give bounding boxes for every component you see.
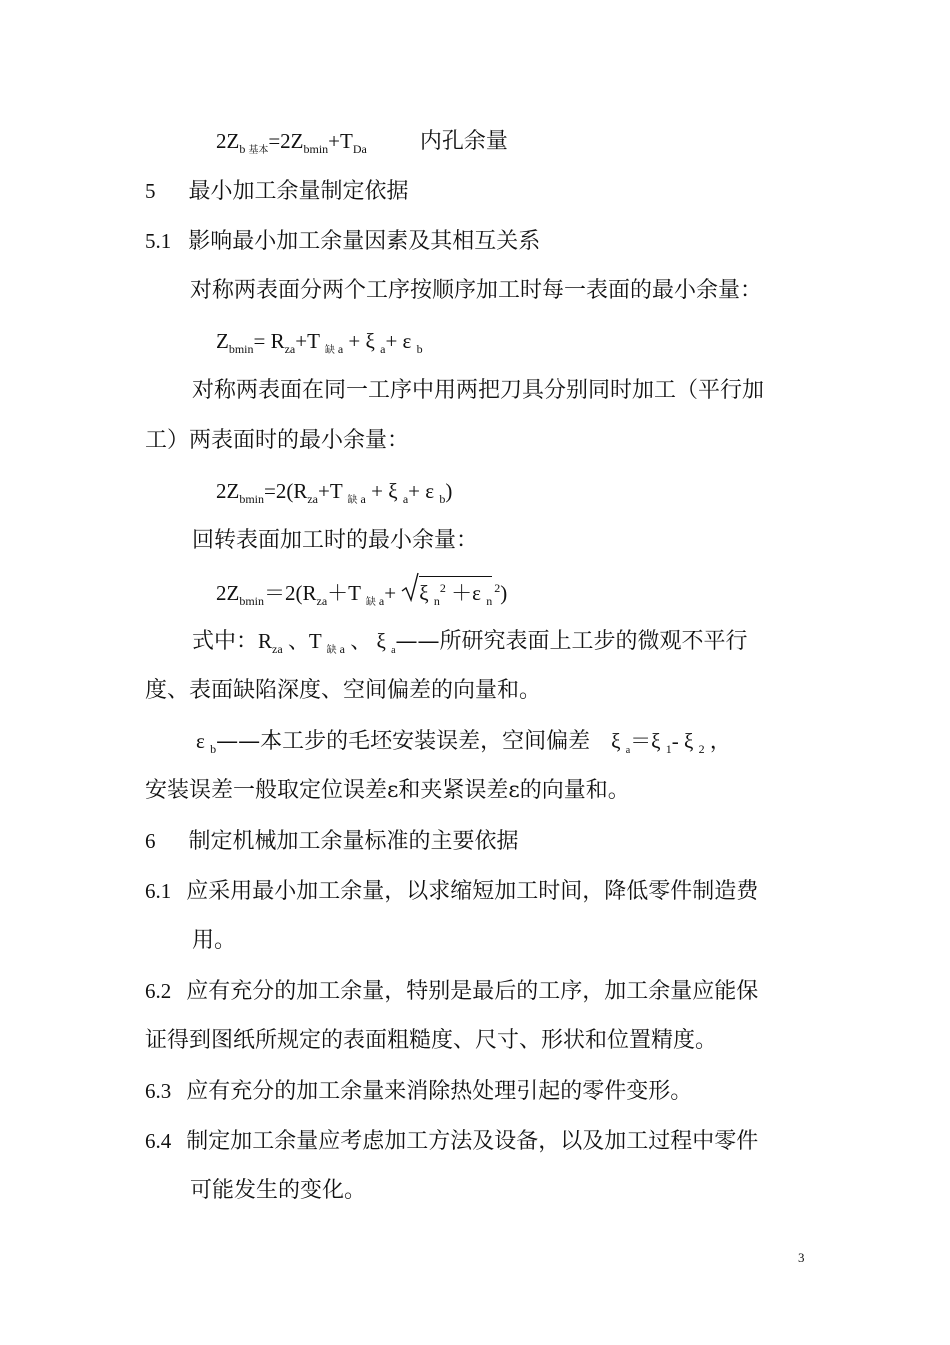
list-item-6-2 [145, 976, 758, 1007]
item-number: 6.3 [145, 1079, 172, 1103]
item-text: 应有充分的加工余量，特别是最后的工序，加工余量应能保 [186, 979, 759, 1004]
page-number: 3 [798, 1250, 805, 1265]
list-item-continuation: 用。 [192, 928, 237, 953]
section-number: 5.1 [145, 229, 172, 253]
list-item-6-1 [145, 876, 758, 907]
section-title: 制定机械加工余量标准的主要依据 [188, 829, 519, 854]
formula-zbmin: $Z_{bmin}= R_{za}+T$ $_{缺 a}$ + ξ $_a$+ ε $_b$ [216, 329, 423, 357]
section-5-heading [145, 176, 409, 207]
item-number: 6.2 [145, 979, 172, 1003]
list-item-6-3 [145, 1076, 692, 1107]
inner-hole-allowance-label: 内孔余量 [419, 129, 508, 154]
section-6-heading [145, 826, 519, 857]
list-item-continuation: 证得到图纸所规定的表面粗糙度、尺寸、形状和位置精度。 [145, 1028, 718, 1053]
paragraph-line: 回转表面加工时的最小余量： [192, 528, 479, 553]
formula-2zbmin-parallel: $2Z_{bmin}=2(R_{za}+T$ $_{缺 a}$ + ξ $_a$+ ε $_b$) [216, 479, 453, 507]
paragraph-line: 度、表面缺陷深度、空间偏差的向量和。 [145, 678, 542, 703]
paragraph-line: ε $_b$——本工步的毛坯安装误差，空间偏差 ξ $_a$＝ξ $_1$- ξ $_2$ ， [196, 729, 731, 757]
paragraph-line: 工）两表面时的最小余量： [145, 428, 410, 453]
paragraph-line: 对称两表面在同一工序中用两把刀具分别同时加工（平行加 [192, 378, 765, 403]
section-number: 5 [145, 179, 156, 203]
item-text: 制定加工余量应考虑加工方法及设备，以及加工过程中零件 [186, 1129, 759, 1154]
item-text: 应有充分的加工余量来消除热处理引起的零件变形。 [186, 1079, 693, 1104]
paragraph-line: 安装误差一般取定位误差ε和夹紧误差ε的向量和。 [145, 778, 630, 803]
paragraph-line: 式中：$R_{za}$ 、T $_{缺 a}$ 、 ξ $_a$——所研究表面上工步的微观不平行 [192, 629, 748, 657]
section-5-1-heading [145, 226, 540, 257]
section-title: 影响最小加工余量因素及其相互关系 [188, 229, 541, 254]
item-number: 6.1 [145, 879, 172, 903]
list-item-6-4 [145, 1126, 758, 1157]
paragraph-line: 对称两表面分两个工序按顺序加工时每一表面的最小余量： [190, 278, 763, 303]
formula-inner-hole-allowance [216, 126, 508, 157]
list-item-continuation: 可能发生的变化。 [190, 1178, 367, 1203]
formula-2zbmin-rotary: $2Z_{bmin}=2(R_{za}+T$ $_{缺 a}$+ ξ $_n^2$ ＋ε $_n^2$) [216, 576, 507, 608]
item-number: 6.4 [145, 1129, 172, 1153]
section-title: 最小加工余量制定依据 [188, 179, 409, 204]
square-root: ξ $_n^2$ ＋ε $_n$ [401, 576, 494, 608]
item-text: 应采用最小加工余量，以求缩短加工时间，降低零件制造费 [186, 879, 759, 904]
section-number: 6 [145, 829, 156, 853]
formula-2zb-basic: $2Z_{b 基本}=2Z_{bmin}+T_{Da}$ [216, 129, 367, 157]
